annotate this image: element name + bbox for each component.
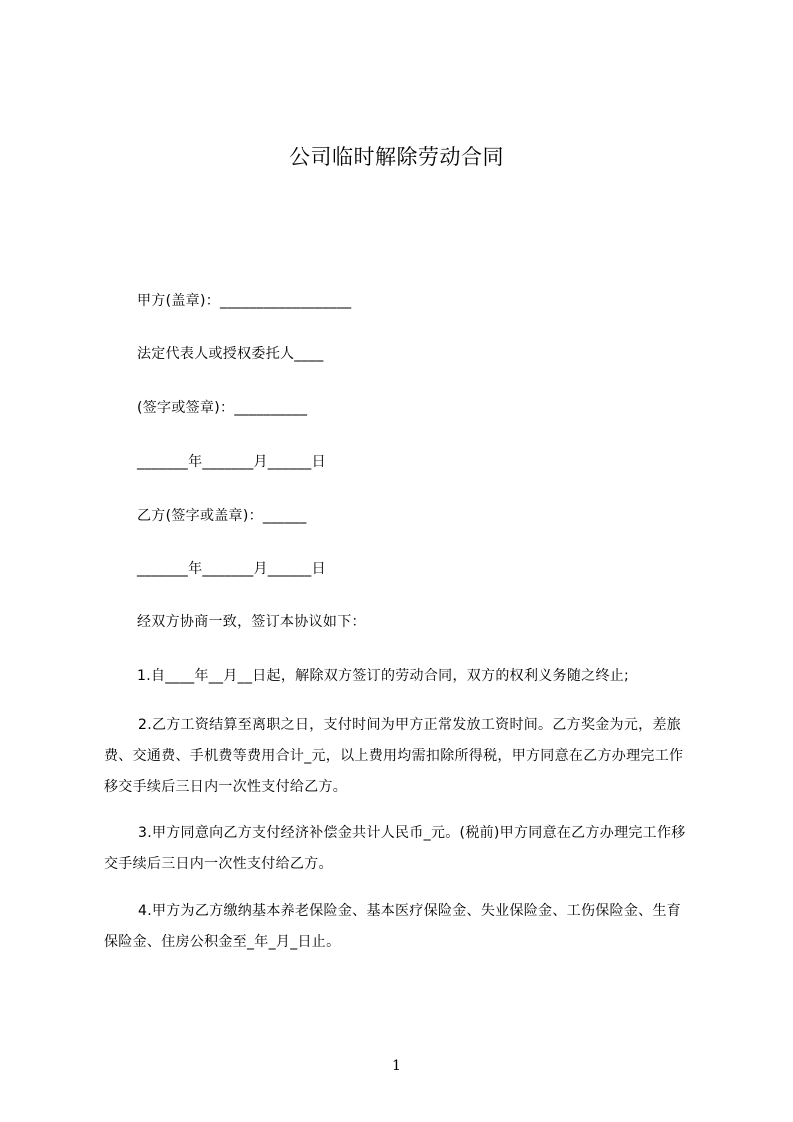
representative-line: 法定代表人或授权委托人____ <box>137 346 324 362</box>
party-a-date-line: _______年_______月______日 <box>137 454 326 470</box>
party-b-signature-line: 乙方(签字或盖章)：______ <box>137 508 307 524</box>
clause-1: 1.自____年__月__日起，解除双方签订的劳动合同，双方的权利义务随之终止; <box>137 668 630 684</box>
clause-4: 4.甲方为乙方缴纳基本养老保险金、基本医疗保险金、失业保险金、工伤保险金、生育保险金、住房公积金至_年_月_日止。 <box>104 903 682 950</box>
document-title: 公司临时解除劳动合同 <box>289 145 504 169</box>
party-a-seal-line: 甲方(盖章)：__________________ <box>137 293 352 309</box>
agreement-intro: 经双方协商一致，签订本协议如下： <box>137 614 366 630</box>
signature-or-seal-line: (签字或签章)：__________ <box>137 400 308 416</box>
clause-3: 3.甲方同意向乙方支付经济补偿金共计人民币_元。(税前)甲方同意在乙方办理完工作移交手续后三日内一次性支付给乙方。 <box>104 825 686 872</box>
clause-2: 2.乙方工资结算至离职之日，支付时间为甲方正常发放工资时间。乙方奖金为元，差旅费、交通费、手机费等费用合计_元，以上费用均需扣除所得税，甲方同意在乙方办理完工作移交手续后三日内一次性支付给乙方。 <box>104 717 684 795</box>
party-b-date-line: _______年_______月______日 <box>137 561 326 577</box>
page-number: 1 <box>392 1058 401 1074</box>
